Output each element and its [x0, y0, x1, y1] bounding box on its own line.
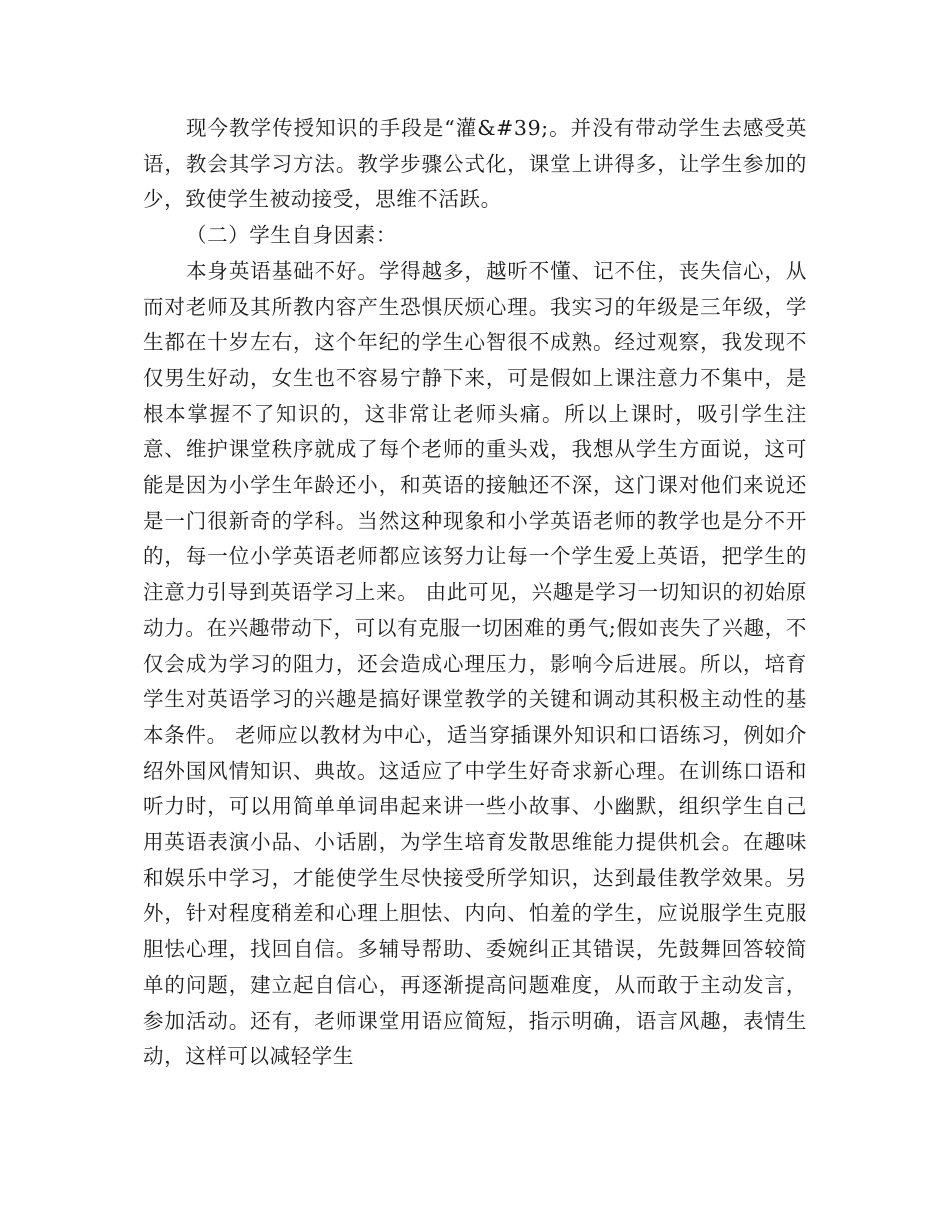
paragraph-teaching-methods: 现今教学传授知识的手段是“灌&#39;。并没有带动学生去感受英语，教会其学习方法。教学步骤公式化，课堂上讲得多，让学生参加的少，致使学生被动接受，思维不活跃。 [143, 116, 807, 212]
section-heading-student-factors: （二）学生自身因素： [186, 223, 397, 248]
document-body [143, 111, 807, 1075]
paragraph-student-factors: 本身英语基础不好。学得越多，越听不懂、记不住，丧失信心，从而对老师及其所教内容产生恐惧厌烦心理。我实习的年级是三年级，学生都在十岁左右，这个年纪的学生心智很不成熟。经过观察，我发现不仅男生好动，女生也不容易宁静下来，可是假如上课注意力不集中，是根本掌握不了知识的，这非常让老师头痛。所以上课时，吸引学生注意、维护课堂秩序就成了每个老师的重头戏，我想从学生方面说，这可能是因为小学生年龄还小，和英语的接触还不深，这门课对他们来说还是一门很新奇的学科。当然这种现象和小学英语老师的教学也是分不开的，每一位小学英语老师都应该努力让每一个学生爱上英语，把学生的注意力引导到英语学习上来。 由此可见，兴趣是学习一切知识的初始原动力。在兴趣带动下，可以有克服一切困难的勇气;假如丧失了兴趣，不仅会成为学习的阻力，还会造成心理压力，影响今后进展。所以，培育学生对英语学习的兴趣是搞好课堂教学的关键和调动其积极主动性的基本条件。 老师应以教材为中心，适当穿插课外知识和口语练习，例如介绍外国风情知识、典故。这适应了中学生好奇求新心理。在训练口语和听力时，可以用简单单词串起来讲一些小故事、小幽默，组织学生自己用英语表演小品、小话剧，为学生培育发散思维能力提供机会。在趣味和娱乐中学习，才能使学生尽快接受所学知识，达到最佳教学效果。另外，针对程度稍差和心理上胆怯、内向、怕羞的学生，应说服学生克服胆怯心理，找回自信。多辅导帮助、委婉纠正其错误，先鼓舞回答较简单的问题，建立起自信心，再逐渐提高问题难度，从而敢于主动发言，参加活动。还有，老师课堂用语应简短，指示明确，语言风趣，表情生动，这样可以减轻学生 [143, 258, 807, 1069]
